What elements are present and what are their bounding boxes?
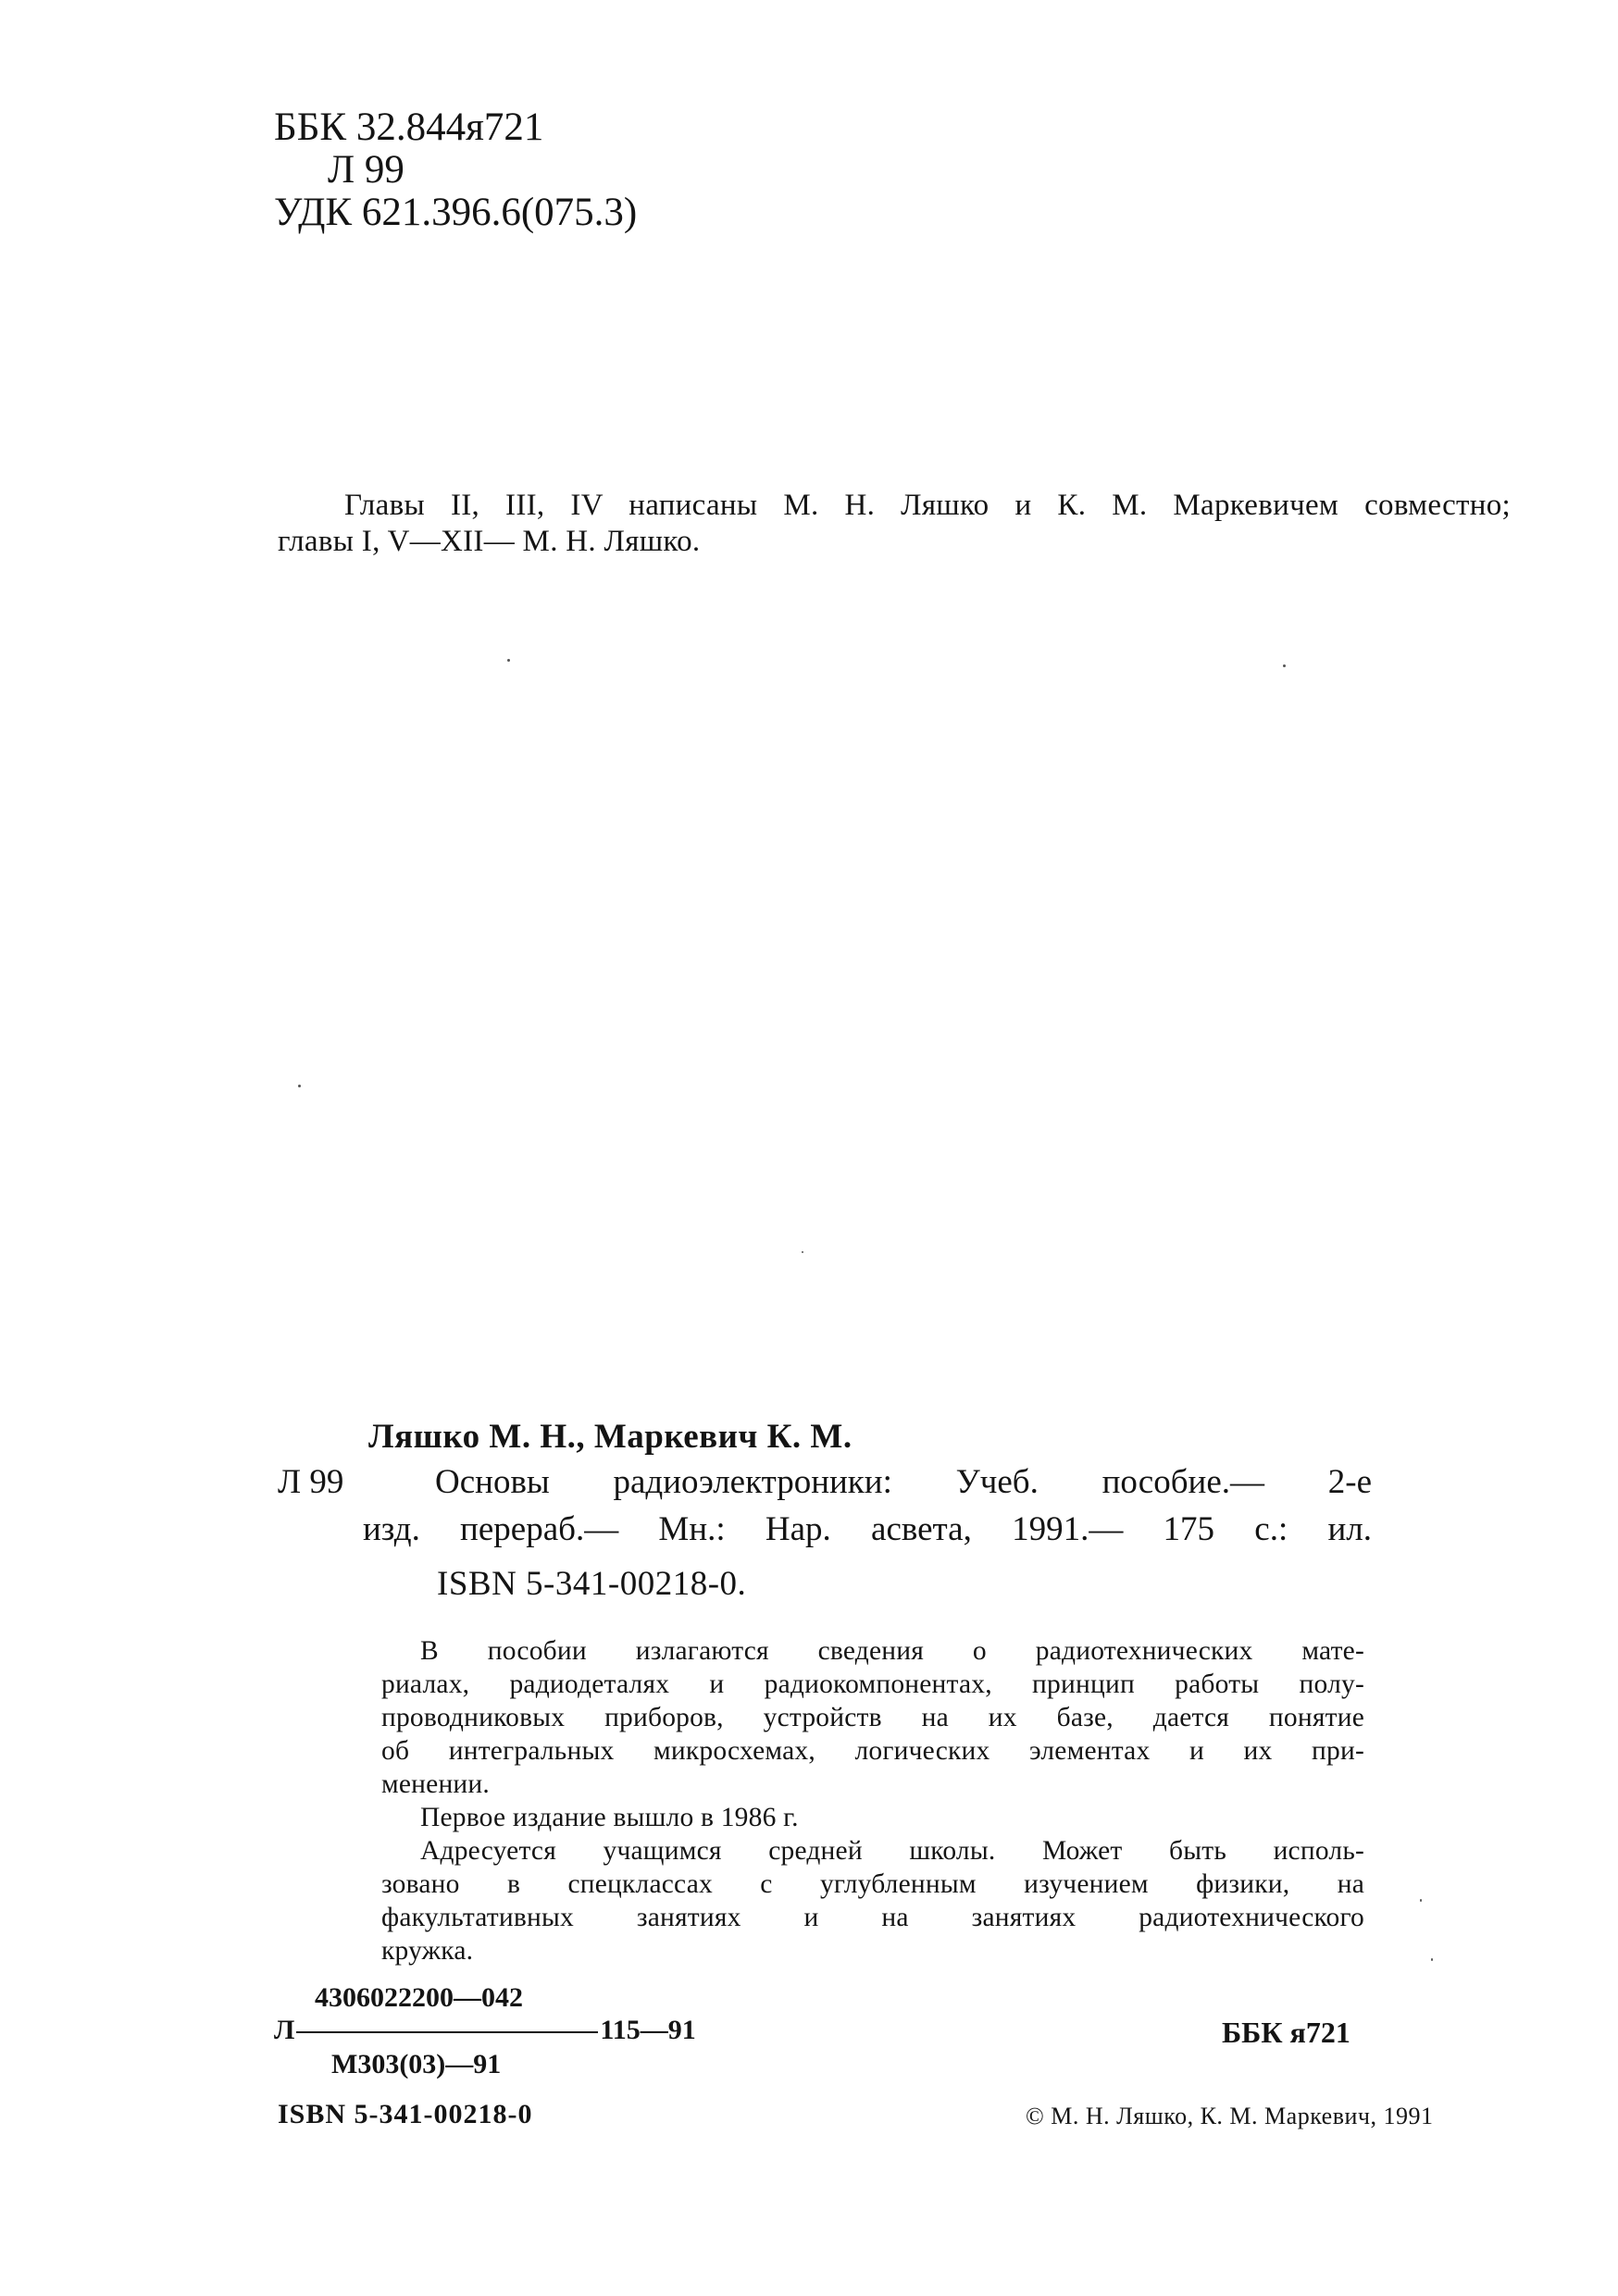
annotation-line: В пособии излагаются сведения о радиотехнических мате-	[420, 1636, 1364, 1666]
bib-title-line-1: Основы радиоэлектроники: Учеб. пособие.— 2-е	[435, 1463, 1372, 1501]
publisher-code-bottom: М303(03)—91	[331, 2049, 502, 2079]
annotation-line: проводниковых приборов, устройств на их базе, дается понятие	[381, 1703, 1364, 1732]
publisher-code-row	[274, 2015, 696, 2046]
authorship-note-line-1: Главы II, III, IV написаны М. Н. Ляшко и К. М. Маркевичем совместно;	[344, 489, 1511, 522]
publisher-code-letter: Л	[274, 2015, 295, 2045]
audience-line: кружка.	[381, 1936, 474, 1966]
audience-line: Адресуется учащимся средней школы. Может быть исполь-	[420, 1836, 1364, 1866]
author-sign: Л 99	[328, 148, 404, 192]
bbk-code: ББК 32.844я721	[274, 105, 544, 149]
annotation-line: риалах, радиодеталях и радиокомпонентах, принцип работы полу-	[381, 1669, 1364, 1699]
audience-line: факультативных занятиях и на занятиях радиотехнического	[381, 1903, 1364, 1932]
bbk-bottom: ББК я721	[1222, 2016, 1350, 2049]
audience-line: зовано в спецклассах с углубленным изучением физики, на	[381, 1869, 1364, 1899]
publisher-code-right: 115—91	[600, 2015, 696, 2045]
first-edition-note: Первое издание вышло в 1986 г.	[420, 1803, 799, 1832]
udk-code: УДК 621.396.6(075.3)	[274, 191, 638, 234]
isbn-bottom: ISBN 5-341-00218-0	[278, 2099, 533, 2129]
annotation-line: менении.	[381, 1769, 490, 1799]
fraction-line	[296, 2031, 598, 2033]
bib-isbn: ISBN 5-341-00218-0.	[437, 1565, 747, 1603]
copyright-notice: © М. Н. Ляшко, К. М. Маркевич, 1991	[1026, 2103, 1434, 2129]
publisher-code-top: 4306022200—042	[315, 1982, 523, 2013]
annotation	[381, 1634, 1364, 1967]
bib-title-line-2: изд. перераб.— Мн.: Нар. асвета, 1991.— 175 с.: ил.	[363, 1510, 1372, 1548]
authorship-note-line-2: главы I, V—XII— М. Н. Ляшко.	[278, 525, 701, 558]
bib-author-sign: Л 99	[278, 1463, 344, 1501]
annotation-line: об интегральных микросхемах, логических элементах и их при-	[381, 1736, 1364, 1766]
authors-heading: Ляшко М. Н., Маркевич К. М.	[368, 1418, 853, 1456]
